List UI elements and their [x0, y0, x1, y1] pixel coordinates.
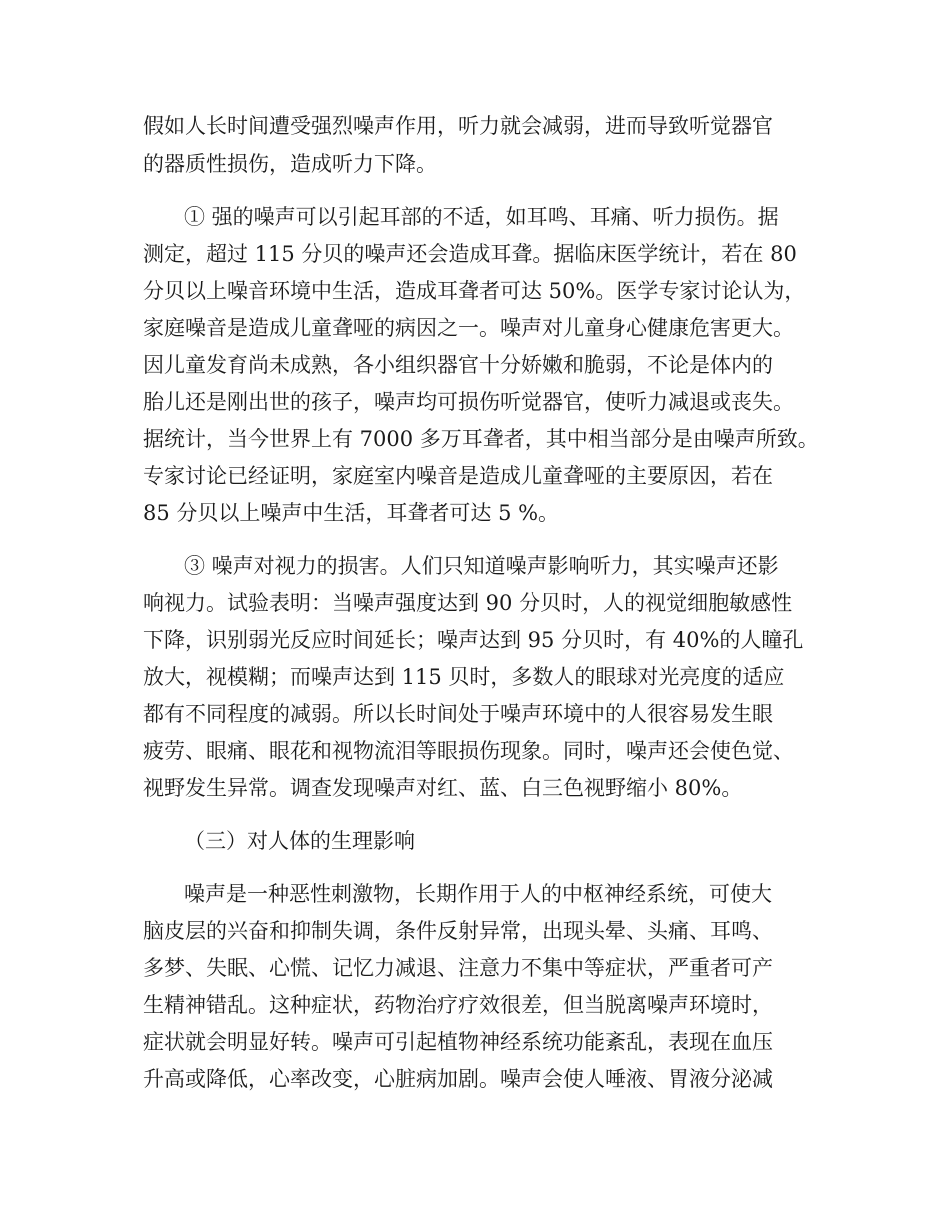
text-line: 胎儿还是刚出世的孩子，噪声均可损伤听觉器官，使听力减退或丧失。	[143, 390, 794, 414]
text-line: 都有不同程度的减弱。所以长时间处于噪声环境中的人很容易发生眼	[143, 702, 773, 726]
text-line: 家庭噪音是造成儿童聋哑的病因之一。噪声对儿童身心健康危害更大。	[143, 316, 794, 340]
text-line: 疲劳、眼痛、眼花和视物流泪等眼损伤现象。同时，噪声还会使色觉、	[143, 739, 794, 763]
text-line: 假如人长时间遭受强烈噪声作用，听力就会减弱，进而导致听觉器官	[143, 114, 773, 138]
text-line: 测定，超过 115 分贝的噪声还会造成耳聋。据临床医学统计，若在 80	[143, 242, 797, 266]
text-line: 因儿童发育尚未成熟，各小组织器官十分娇嫩和脆弱，不论是体内的	[143, 353, 773, 377]
text-line: 的器质性损伤，造成听力下降。	[143, 152, 437, 176]
text-line: 放大，视模糊；而噪声达到 115 贝时，多数人的眼球对光亮度的适应	[143, 665, 785, 689]
text-line: 视野发生异常。调查发现噪声对红、蓝、白三色视野缩小 80%。	[143, 776, 743, 800]
text-line: 分贝以上噪音环境中生活，造成耳聋者可达 50%。医学专家讨论认为，	[143, 279, 806, 303]
text-line: 症状就会明显好转。噪声可引起植物神经系统功能紊乱，表现在血压	[143, 1030, 773, 1054]
text-line: 响视力。试验表明：当噪声强度达到 90 分贝时，人的视觉细胞敏感性	[143, 591, 793, 615]
section-heading: （三）对人体的生理影响	[184, 829, 415, 853]
text-line: 脑皮层的兴奋和抑制失调，条件反射异常，出现头晕、头痛、耳鸣、	[143, 919, 773, 943]
text-line: 噪声是一种恶性刺激物，长期作用于人的中枢神经系统，可使大	[184, 882, 772, 906]
text-line: 下降，识别弱光反应时间延长；噪声达到 95 分贝时，有 40%的人瞳孔	[143, 628, 804, 652]
text-line: 升高或降低，心率改变，心脏病加剧。噪声会使人唾液、胃液分泌减	[143, 1067, 773, 1091]
text-line: 多梦、失眠、心慌、记忆力减退、注意力不集中等症状，严重者可产	[143, 956, 773, 980]
text-line: 据统计，当今世界上有 7000 多万耳聋者，其中相当部分是由噪声所致。	[143, 427, 819, 451]
text-line: 生精神错乱。这种症状，药物治疗疗效很差，但当脱离噪声环境时，	[143, 993, 773, 1017]
text-line: 专家讨论已经证明，家庭室内噪音是造成儿童聋哑的主要原因，若在	[143, 464, 773, 488]
text-line: ① 强的噪声可以引起耳部的不适，如耳鸣、耳痛、听力损伤。据	[184, 205, 779, 229]
text-line: 85 分贝以上噪声中生活，耳聋者可达 5 %。	[143, 501, 560, 525]
text-line: ③ 噪声对视力的损害。人们只知道噪声影响听力，其实噪声还影	[184, 554, 779, 578]
